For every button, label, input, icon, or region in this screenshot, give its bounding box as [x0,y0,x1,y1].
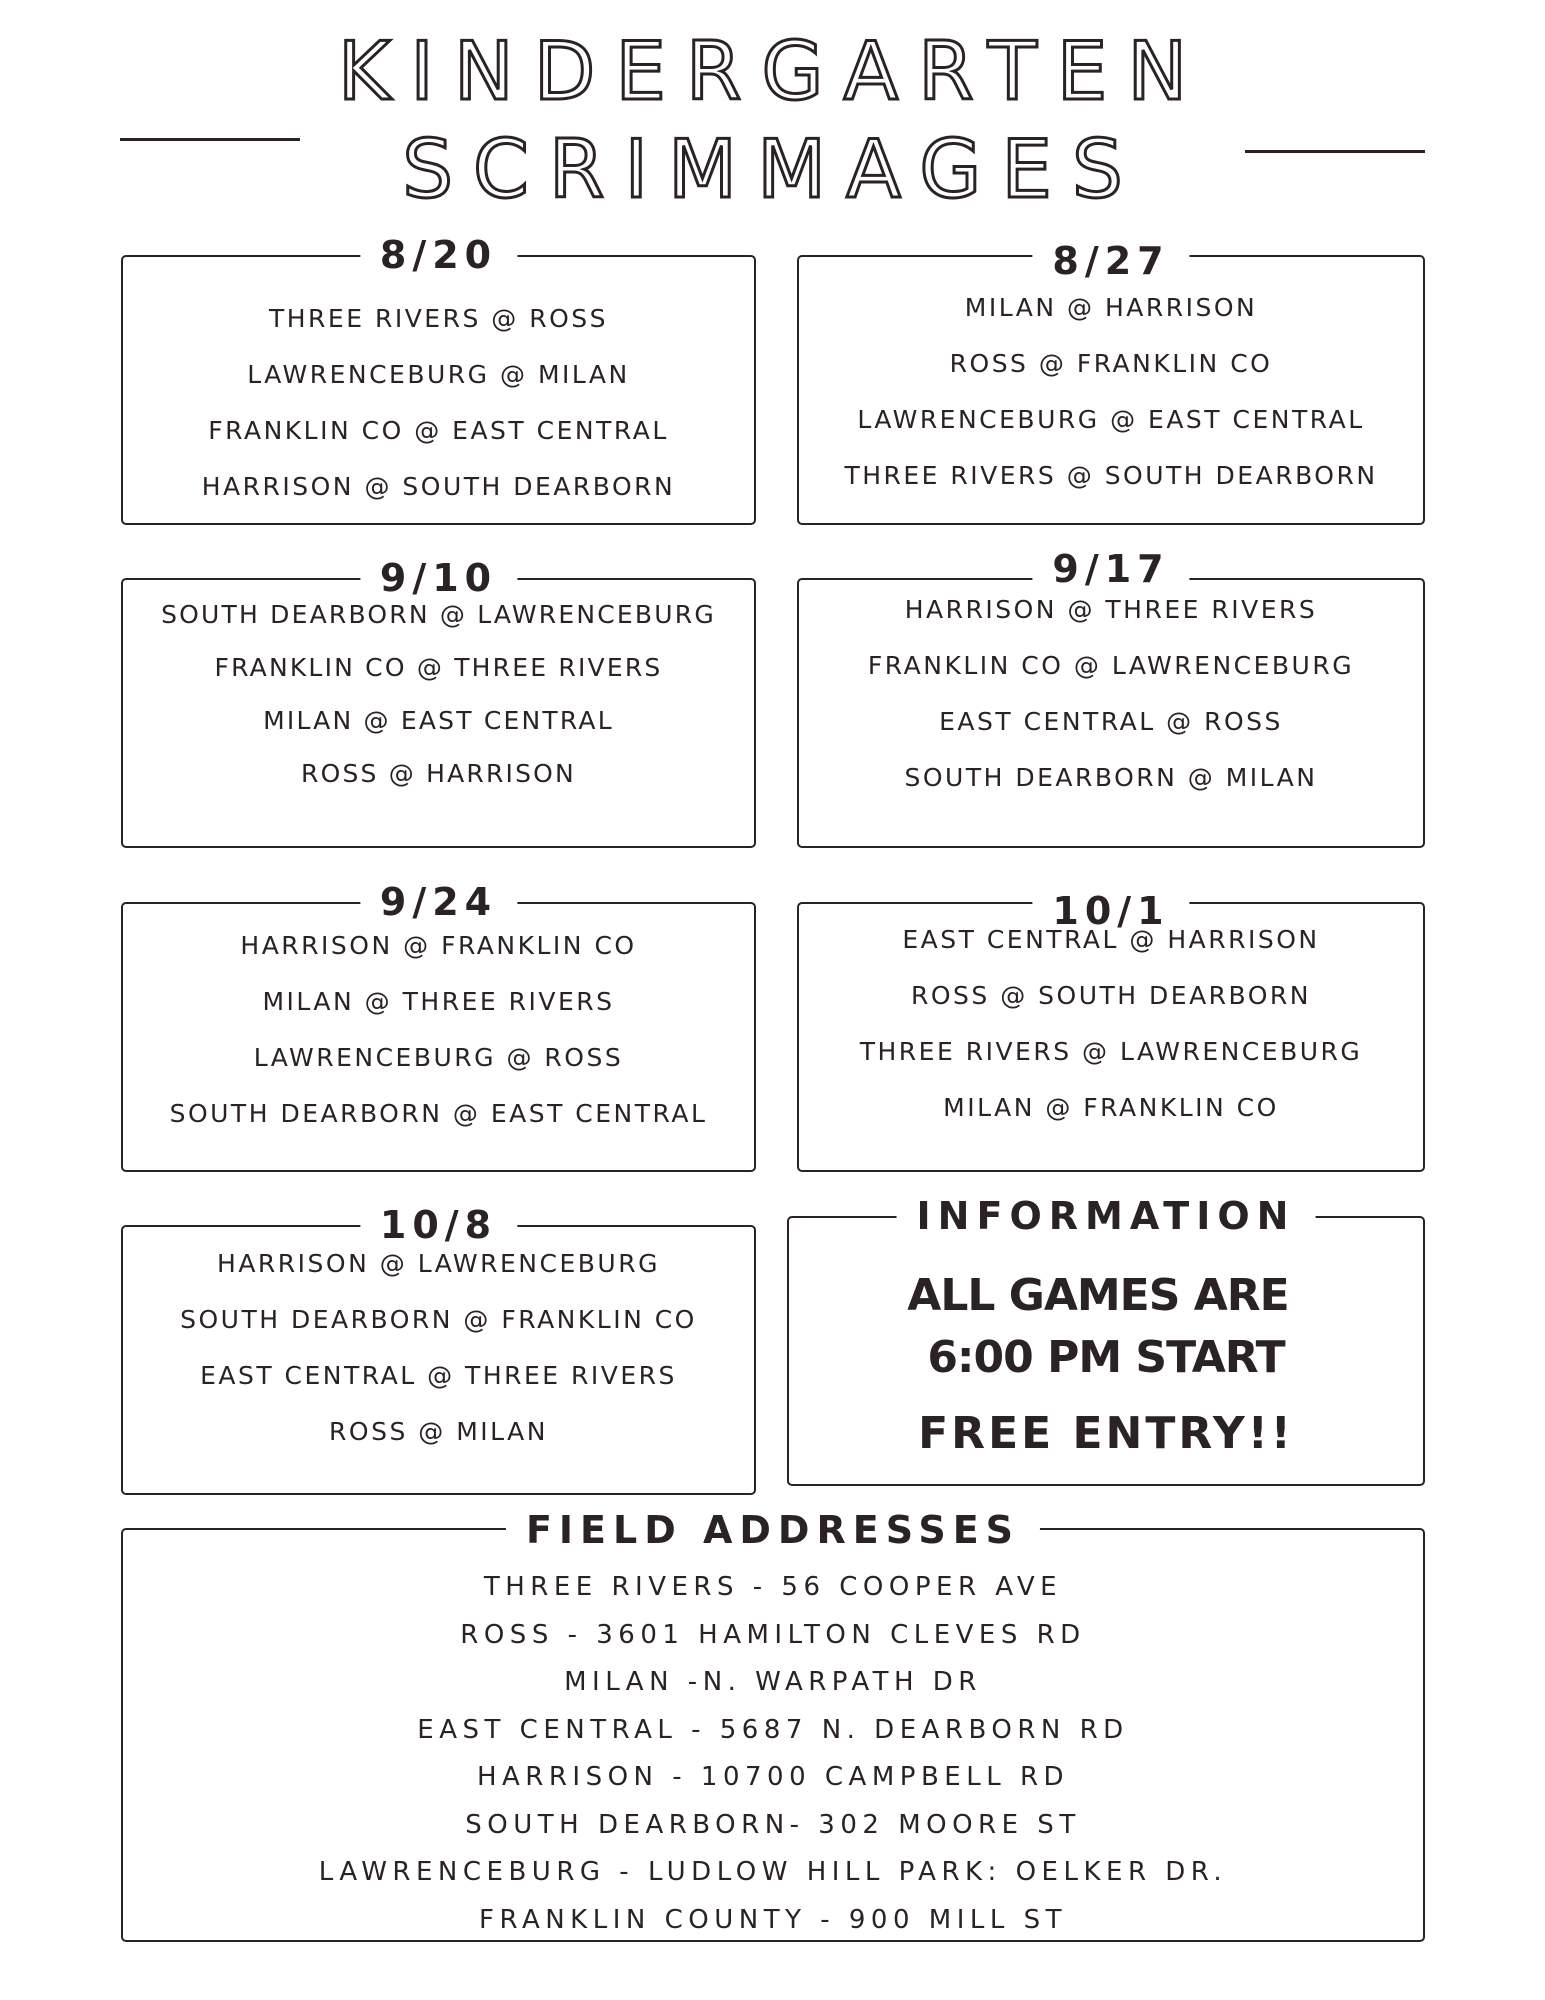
schedule-date: 9/24 [360,878,517,926]
schedule-date: 8/20 [360,231,517,279]
game: ROSS @ HARRISON [301,759,576,788]
game: MILAN @ FRANKLIN CO [943,1093,1279,1122]
game-list [799,582,1423,806]
schedule-box-10-1 [797,889,1425,1172]
field-addresses-heading: FIELD ADDRESSES [506,1506,1040,1554]
schedule-box-9-17 [797,547,1425,848]
game: SOUTH DEARBORN @ LAWRENCEBURG [161,600,716,629]
schedule-box-8-20 [121,233,756,525]
game: SOUTH DEARBORN @ FRANKLIN CO [180,1305,697,1334]
information-box [787,1194,1425,1486]
title-rule-right [1245,150,1425,153]
game: LAWRENCEBURG @ MILAN [247,360,630,389]
game: SOUTH DEARBORN @ EAST CENTRAL [169,1099,708,1128]
game-list [123,1236,754,1460]
game: THREE RIVERS @ SOUTH DEARBORN [844,461,1378,490]
schedule-date: 10/1 [1032,887,1189,935]
game: MILAN @ THREE RIVERS [262,987,615,1016]
schedule-date: 9/17 [1032,545,1189,593]
game: ROSS @ FRANKLIN CO [949,349,1273,378]
schedule-date: 10/8 [360,1201,517,1249]
game: LAWRENCEBURG @ ROSS [253,1043,624,1072]
page-title-line-2: SCRIMMAGES [402,123,1143,216]
game: FRANKLIN CO @ THREE RIVERS [214,653,663,682]
page-title-line-1: KINDERGARTEN [337,25,1208,118]
game: ROSS @ MILAN [329,1417,548,1446]
game: EAST CENTRAL @ HARRISON [902,925,1320,954]
address-line: HARRISON - 10700 CAMPBELL RD [476,1762,1070,1792]
game: EAST CENTRAL @ THREE RIVERS [200,1361,677,1390]
address-line: THREE RIVERS - 56 COOPER AVE [483,1572,1063,1602]
schedule-date: 9/10 [360,554,517,602]
game: HARRISON @ THREE RIVERS [904,595,1318,624]
game: ROSS @ SOUTH DEARBORN [910,981,1312,1010]
game: MILAN @ EAST CENTRAL [263,706,614,735]
field-addresses-box [121,1508,1425,1942]
game: SOUTH DEARBORN @ MILAN [904,763,1318,792]
schedule-date: 8/27 [1032,237,1189,285]
game: FRANKLIN CO @ EAST CENTRAL [208,416,669,445]
game-list [123,918,754,1142]
game-list [799,912,1423,1136]
address-line: ROSS - 3601 HAMILTON CLEVES RD [460,1619,1086,1650]
address-line: LAWRENCEBURG - LUDLOW HILL PARK: OELKER DR. [318,1857,1228,1887]
address-line: FRANKLIN COUNTY - 900 MILL ST [478,1904,1067,1935]
info-line-2: 6:00 PM START [927,1332,1285,1383]
game: HARRISON @ LAWRENCEBURG [217,1249,660,1278]
info-line-1: ALL GAMES ARE [907,1270,1289,1321]
game-list [123,588,754,800]
game-list [799,280,1423,504]
game: FRANKLIN CO @ LAWRENCEBURG [867,651,1355,680]
game: THREE RIVERS @ LAWRENCEBURG [859,1037,1363,1066]
address-line: EAST CENTRAL - 5687 N. DEARBORN RD [417,1714,1129,1745]
schedule-box-9-24 [121,880,756,1172]
game: HARRISON @ FRANKLIN CO [240,931,637,960]
game-list [123,291,754,515]
game: EAST CENTRAL @ ROSS [939,707,1283,736]
game: HARRISON @ SOUTH DEARBORN [201,472,676,501]
game: THREE RIVERS @ ROSS [268,304,609,333]
information-heading: INFORMATION [897,1192,1316,1240]
game: LAWRENCEBURG @ EAST CENTRAL [857,405,1365,434]
address-line: MILAN -N. WARPATH DR [564,1667,982,1697]
game: MILAN @ HARRISON [964,293,1258,322]
schedule-box-10-8 [121,1203,756,1495]
info-line-3: FREE ENTRY!! [918,1408,1294,1459]
schedule-box-9-10 [121,556,756,848]
address-list [123,1564,1423,1944]
schedule-box-8-27 [797,239,1425,525]
address-line: SOUTH DEARBORN- 302 MOORE ST [465,1809,1081,1840]
